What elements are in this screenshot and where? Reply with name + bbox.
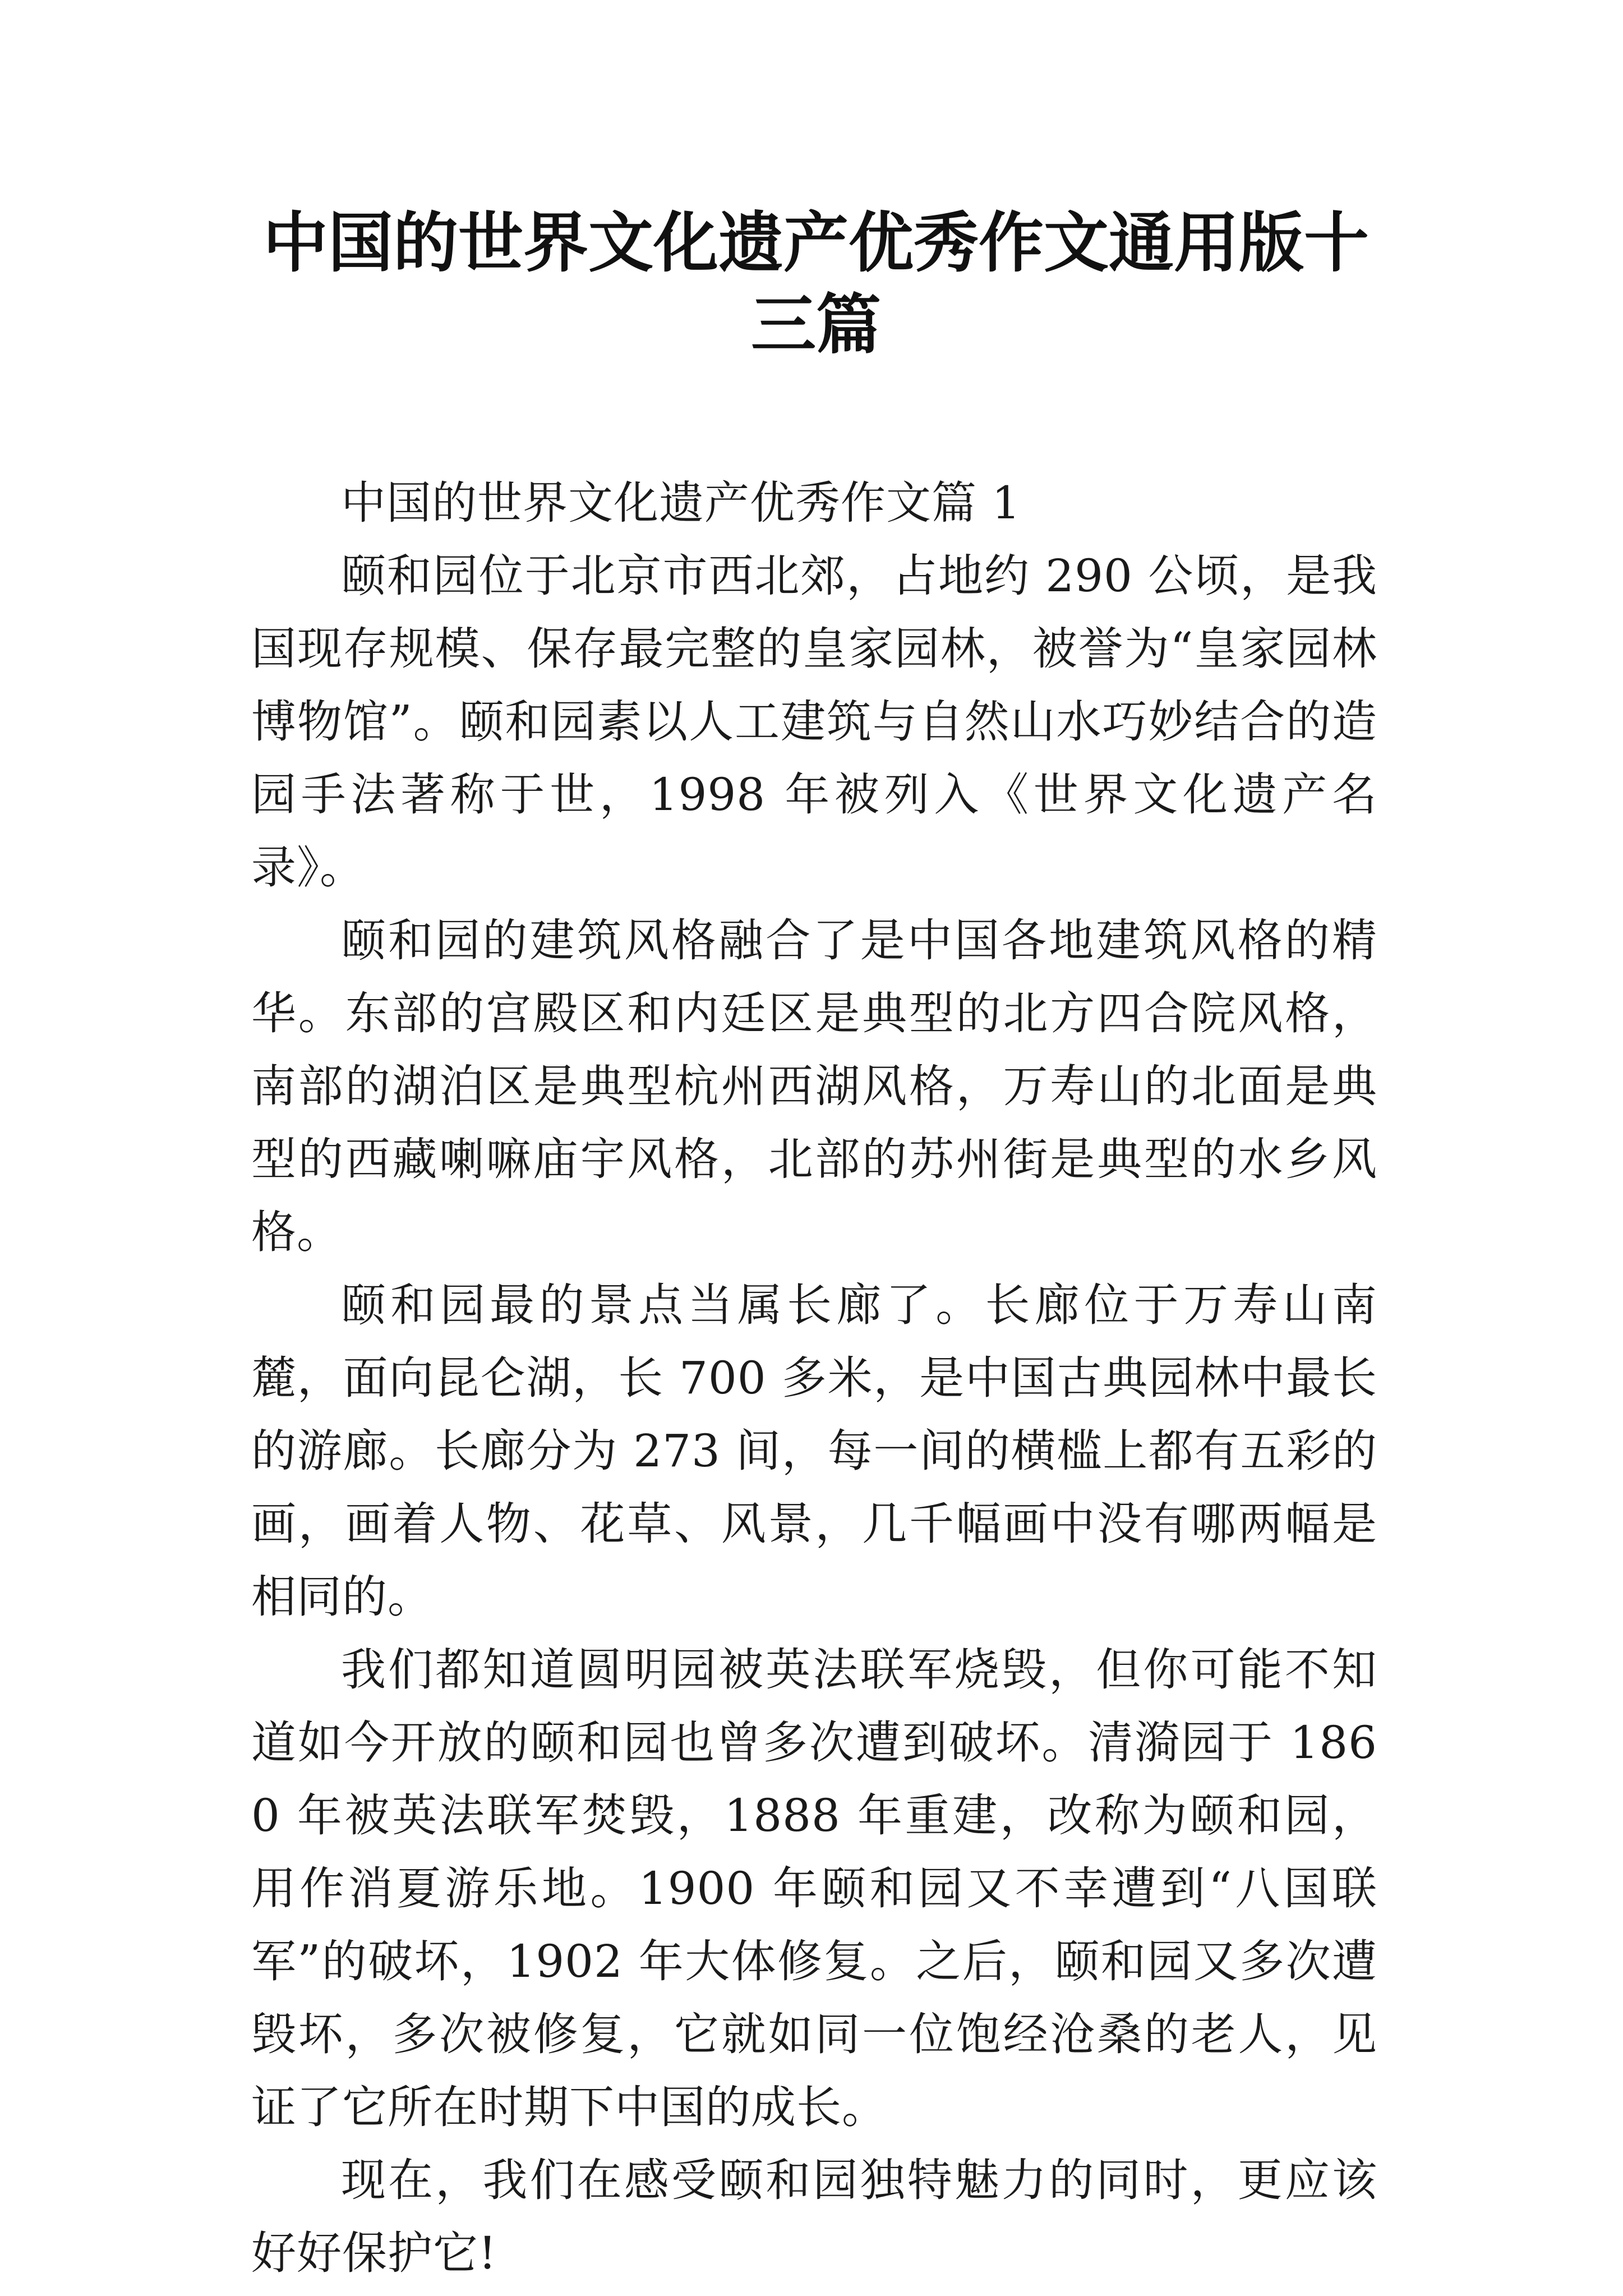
paragraph: 颐和园最的景点当属长廊了。长廊位于万寿山南麓，面向昆仑湖，长 700 多米，是中国古典园林中最长的游廊。长廊分为 273 间，每一间的横槛上都有五彩的画，画着人物、花草、风景，几千幅画中没有哪两幅是相同的。 <box>251 1279 1377 1623</box>
paragraph: 现在，我们在感受颐和园独特魅力的同时，更应该好好保护它! <box>251 2154 1377 2279</box>
section-heading: 中国的世界文化遗产优秀作文篇 1 <box>341 477 1021 529</box>
paragraph: 颐和园位于北京市西北郊，占地约 290 公顷，是我国现存规模、保存最完整的皇家园林，被誉为“皇家园林博物馆”。颐和园素以人工建筑与自然山水巧妙结合的造园手法著称于世，1998 年被列入《世界文化遗产名录》。 <box>251 550 1377 894</box>
paragraph: 颐和园的建筑风格融合了是中国各地建筑风格的精华。东部的宫殿区和内廷区是典型的北方四合院风格，南部的湖泊区是典型杭州西湖风格，万寿山的北面是典型的西藏喇嘛庙宇风格，北部的苏州街是典型的水乡风格。 <box>251 914 1377 1258</box>
document-title: 中国的世界文化遗产优秀作文通用版十三篇 <box>263 205 1369 363</box>
document-body <box>251 467 1377 2290</box>
paragraph: 我们都知道圆明园被英法联军烧毁，但你可能不知道如今开放的颐和园也曾多次遭到破坏。清漪园于 1860 年被英法联军焚毁，1888 年重建，改称为颐和园，用作消夏游乐地。1900 年颐和园又不幸遭到“八国联军”的破坏，1902 年大体修复。之后，颐和园又多次遭毁坏，多次被修复，它就如同一位饱经沧桑的老人，见证了它所在时期下中国的成长。 <box>251 1644 1377 2133</box>
